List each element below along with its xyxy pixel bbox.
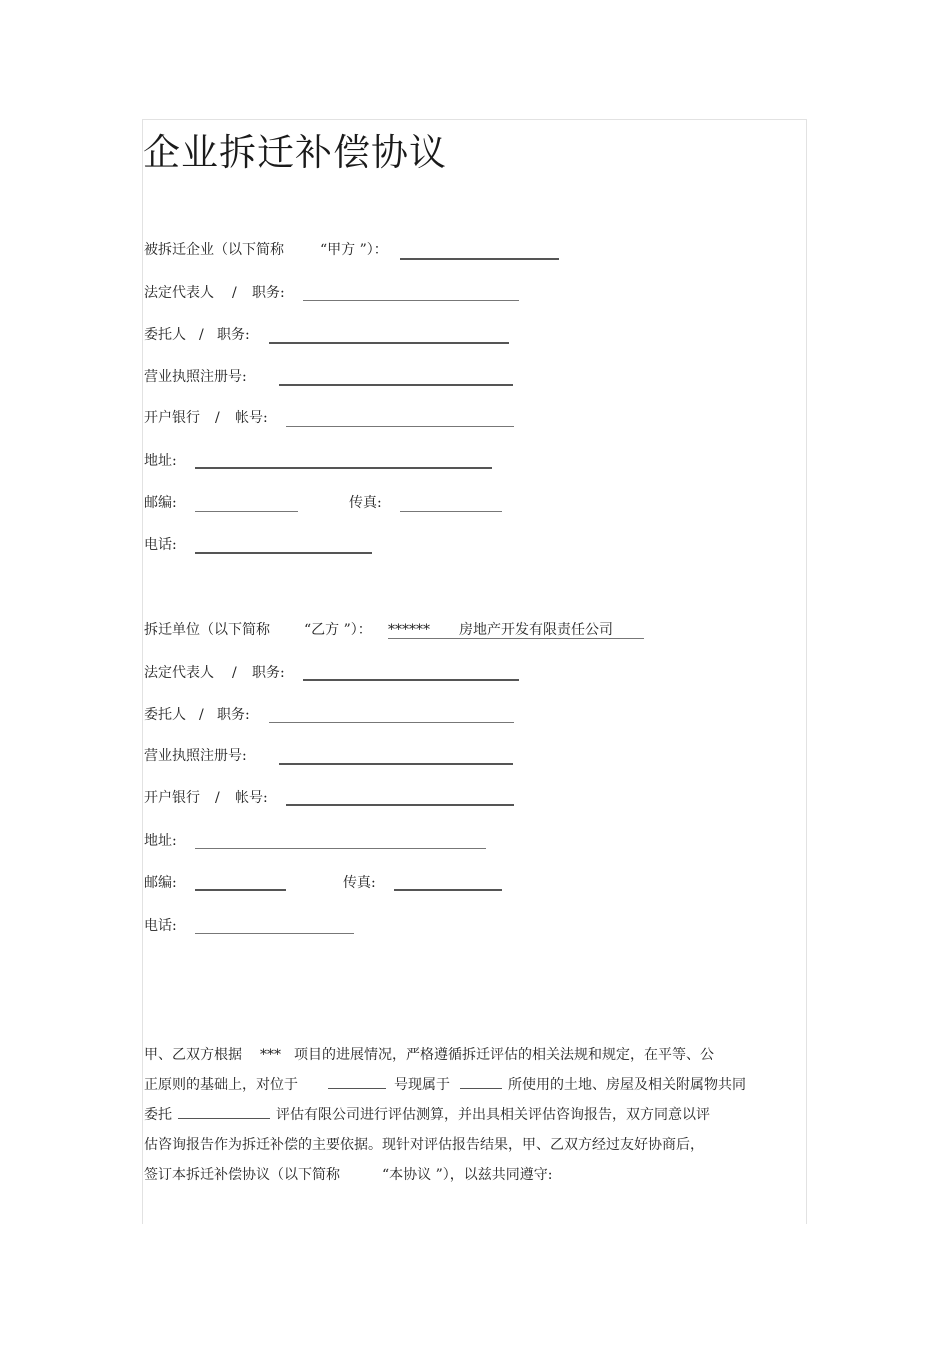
party-a-license-label: 营业执照注册号: [144,369,247,385]
agreement-line-1-part-c: 项目的进展情况，严格遵循拆迁评估的相关法规和规定，在平等、公 [294,1047,714,1063]
party-b-postcode-label: 邮编: [144,875,177,891]
agreement-line-2-part-c: 所使用的土地、房屋及相关附属物共同 [508,1077,746,1093]
party-b-agent-row [144,703,544,727]
party-a-address-field[interactable] [195,467,492,469]
party-a-license-field[interactable] [279,384,513,386]
party-b-fax-field[interactable] [394,889,502,891]
party-b-fax-label: 传真: [343,875,376,891]
agreement-line-1 [144,1040,784,1070]
party-a-legal-rep-label: 法定代表人 [144,285,214,301]
party-b-intro-row [144,618,664,642]
party-a-bank-row [144,406,544,430]
party-b-phone-field[interactable] [195,933,354,934]
party-a-fax-label: 传真: [349,495,382,511]
agreement-line-2-part-b: 号现属于 [394,1077,450,1093]
party-a-phone-label: 电话: [144,537,177,553]
party-a-name-field[interactable] [400,258,559,260]
party-b-agent-field[interactable] [269,722,514,723]
agreement-line-3-part-b: 评估有限公司进行评估测算，并出具相关评估咨询报告，双方同意以评 [276,1107,710,1123]
party-b-bank-row [144,786,544,810]
party-b-legal-rep-position-label: 职务: [252,665,285,681]
party-b-legal-rep-field[interactable] [303,679,519,681]
agreement-paragraph [144,1040,784,1190]
location-blank-field[interactable] [328,1070,386,1089]
party-a-address-row [144,449,544,473]
party-b-company-name: 房地产开发有限责任公司 [459,622,613,638]
party-b-phone-label: 电话: [144,918,177,934]
agreement-line-3 [144,1100,784,1130]
party-a-postcode-field[interactable] [195,511,298,512]
agreement-line-1-project-name: *** [260,1047,281,1063]
party-b-license-label: 营业执照注册号: [144,748,247,764]
agreement-line-5-part-a: 签订本拆迁补偿协议（以下简称 [144,1167,340,1183]
party-a-bank-field[interactable] [286,426,514,427]
party-a-phone-field[interactable] [195,552,372,554]
party-a-legal-rep-field[interactable] [303,300,519,301]
party-a-intro-quote: “甲方 ”）： [320,242,388,258]
agreement-line-5 [144,1160,784,1190]
party-b-agent-label: 委托人 [144,707,186,723]
party-a-agent-field[interactable] [269,342,509,344]
party-b-postcode-row [144,871,544,895]
agreement-line-2-part-a: 正原则的基础上，对位于 [144,1077,298,1093]
agreement-line-1-part-a: 甲、乙双方根据 [144,1047,242,1063]
party-a-legal-rep-position-label: 职务: [252,285,285,301]
party-a-agent-row [144,323,544,347]
party-a-address-label: 地址: [144,453,177,469]
appraiser-blank-field[interactable] [178,1100,270,1119]
party-b-address-field[interactable] [195,848,486,849]
party-a-account-label: 帐号: [235,410,268,426]
party-b-license-row [144,744,544,768]
party-b-address-label: 地址: [144,833,177,849]
party-a-bank-label: 开户银行 [144,410,200,426]
party-a-intro-row [144,238,574,262]
agreement-line-4-text: 估咨询报告作为拆迁补偿的主要依据。现针对评估报告结果，甲、乙双方经过友好协商后， [144,1137,704,1153]
party-b-bank-label: 开户银行 [144,790,200,806]
party-b-legal-rep-row [144,661,544,685]
party-a-agent-position-label: 职务: [217,327,250,343]
party-a-fax-field[interactable] [400,511,502,512]
agreement-line-2 [144,1070,784,1100]
party-b-postcode-field[interactable] [195,889,286,891]
party-a-agent-slash: / [199,327,204,343]
party-a-license-row [144,365,544,389]
party-a-intro-label: 被拆迁企业（以下简称 [144,242,284,258]
party-b-agent-position-label: 职务: [217,707,250,723]
party-a-phone-row [144,533,544,557]
party-b-legal-rep-slash: / [232,665,237,681]
party-b-intro-label: 拆迁单位（以下简称 [144,622,270,638]
party-a-agent-label: 委托人 [144,327,186,343]
party-a-bank-slash: / [215,410,220,426]
party-b-name-underline [388,638,644,639]
party-b-legal-rep-label: 法定代表人 [144,665,214,681]
document-title: 企业拆迁补偿协议 [143,131,447,174]
party-b-bank-slash: / [215,790,220,806]
agreement-line-3-part-a: 委托 [144,1107,172,1123]
agreement-line-4 [144,1130,784,1160]
party-b-license-field[interactable] [279,763,513,765]
party-b-account-label: 帐号: [235,790,268,806]
party-b-agent-slash: / [199,707,204,723]
owner-blank-field[interactable] [460,1070,502,1089]
party-a-legal-rep-row [144,281,544,305]
agreement-line-5-part-b: “本协议 ”），以兹共同遵守: [382,1167,553,1183]
party-a-legal-rep-slash: / [232,285,237,301]
party-b-address-row [144,829,544,853]
party-a-postcode-row [144,491,544,515]
party-b-phone-row [144,914,544,938]
party-b-company-prefix: ****** [388,622,430,638]
party-b-intro-quote: “乙方 ”）： [304,622,372,638]
party-b-bank-field[interactable] [286,804,514,806]
party-a-postcode-label: 邮编: [144,495,177,511]
